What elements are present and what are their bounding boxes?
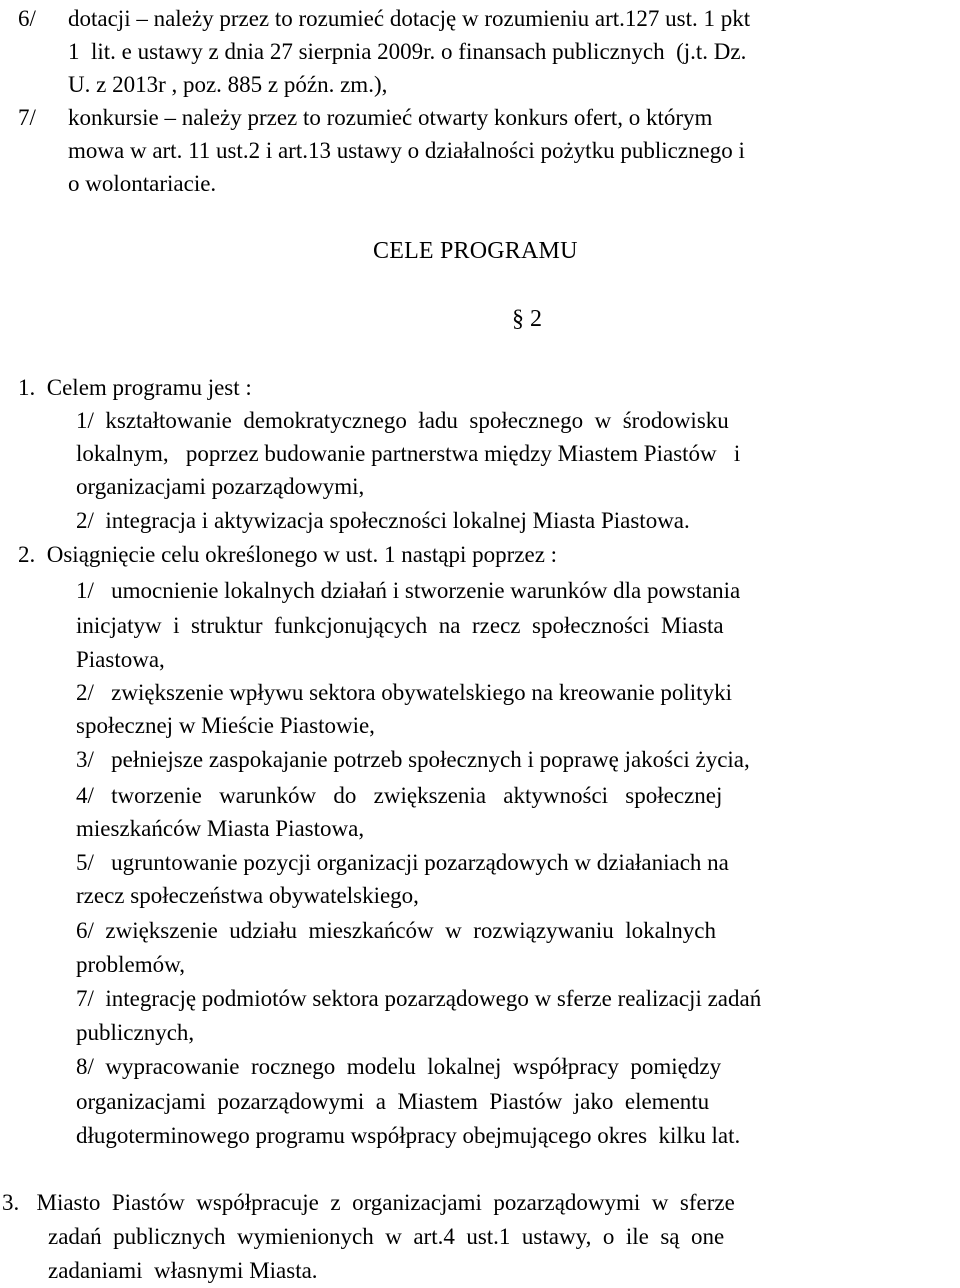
definition-7-line-3: o wolontariacie. bbox=[68, 171, 217, 196]
point-1-sub-1-line-2: lokalnym, poprzez budowanie partnerstwa między Miastem Piastów i bbox=[76, 441, 741, 466]
point-1-intro: 1. Celem programu jest : bbox=[18, 375, 252, 400]
point-2-item-6-line-2: problemów, bbox=[76, 952, 186, 977]
point-1-sub-1-line-1: 1/ kształtowanie demokratycznego ładu społecznego w środowisku bbox=[76, 408, 729, 433]
point-3-line-2: zadań publicznych wymienionych w art.4 ust.1 ustawy, o ile są one bbox=[48, 1224, 725, 1249]
point-2-item-1-line-1: 1/ umocnienie lokalnych działań i stworzenie warunków dla powstania bbox=[76, 578, 741, 603]
point-2-item-4-line-1: 4/ tworzenie warunków do zwiększenia aktywności społecznej bbox=[76, 783, 723, 808]
point-3-line-3: zadaniami własnymi Miasta. bbox=[48, 1258, 318, 1283]
point-2-item-5-line-1: 5/ ugruntowanie pozycji organizacji pozarządowych w działaniach na bbox=[76, 850, 729, 875]
point-2-item-2-line-1: 2/ zwiększenie wpływu sektora obywatelskiego na kreowanie polityki bbox=[76, 680, 732, 705]
point-2-item-8-line-1: 8/ wypracowanie rocznego modelu lokalnej współpracy pomiędzy bbox=[76, 1054, 722, 1079]
section-heading: CELE PROGRAMU bbox=[373, 238, 578, 264]
point-1-sub-1-line-3: organizacjami pozarządowymi, bbox=[76, 474, 365, 499]
point-2-item-7-line-1: 7/ integrację podmiotów sektora pozarządowego w sferze realizacji zadań bbox=[76, 986, 762, 1011]
definition-6-line-1: dotacji – należy przez to rozumieć dotację w rozumieniu art.127 ust. 1 pkt bbox=[68, 6, 751, 31]
section-number: § 2 bbox=[512, 306, 542, 332]
point-1-sub-2: 2/ integracja i aktywizacja społeczności lokalnej Miasta Piastowa. bbox=[76, 508, 690, 533]
definition-6-line-3: U. z 2013r , poz. 885 z późn. zm.), bbox=[68, 72, 388, 97]
point-3-line-1: 3. Miasto Piastów współpracuje z organizacjami pozarządowymi w sferze bbox=[2, 1190, 735, 1215]
point-2-item-6-line-1: 6/ zwiększenie udziału mieszkańców w rozwiązywaniu lokalnych bbox=[76, 918, 716, 943]
point-2-item-4-line-2: mieszkańców Miasta Piastowa, bbox=[76, 816, 365, 841]
point-2-item-1-line-2: inicjatyw i struktur funkcjonujących na rzecz społeczności Miasta bbox=[76, 613, 724, 638]
definition-7-line-1: konkursie – należy przez to rozumieć otwarty konkurs ofert, o którym bbox=[68, 105, 713, 130]
point-2-item-7-line-2: publicznych, bbox=[76, 1020, 195, 1045]
point-2-item-5-line-2: rzecz społeczeństwa obywatelskiego, bbox=[76, 883, 419, 908]
point-2-intro: 2. Osiągnięcie celu określonego w ust. 1 nastąpi poprzez : bbox=[18, 542, 558, 567]
definition-6-number: 6/ bbox=[18, 6, 36, 31]
point-2-item-8-line-3: długoterminowego programu współpracy obejmującego okres kilku lat. bbox=[76, 1123, 741, 1148]
definition-7-number: 7/ bbox=[18, 105, 36, 130]
definition-6-line-2: 1 lit. e ustawy z dnia 27 sierpnia 2009r. o finansach publicznych (j.t. Dz. bbox=[68, 39, 747, 64]
point-2-item-3-line-1: 3/ pełniejsze zaspokajanie potrzeb społecznych i poprawę jakości życia, bbox=[76, 747, 750, 772]
definition-7-line-2: mowa w art. 11 ust.2 i art.13 ustawy o działalności pożytku publicznego i bbox=[68, 138, 745, 163]
point-2-item-2-line-2: społecznej w Mieście Piastowie, bbox=[76, 713, 375, 738]
point-2-item-8-line-2: organizacjami pozarządowymi a Miastem Piastów jako elementu bbox=[76, 1089, 710, 1114]
point-2-item-1-line-3: Piastowa, bbox=[76, 647, 165, 672]
